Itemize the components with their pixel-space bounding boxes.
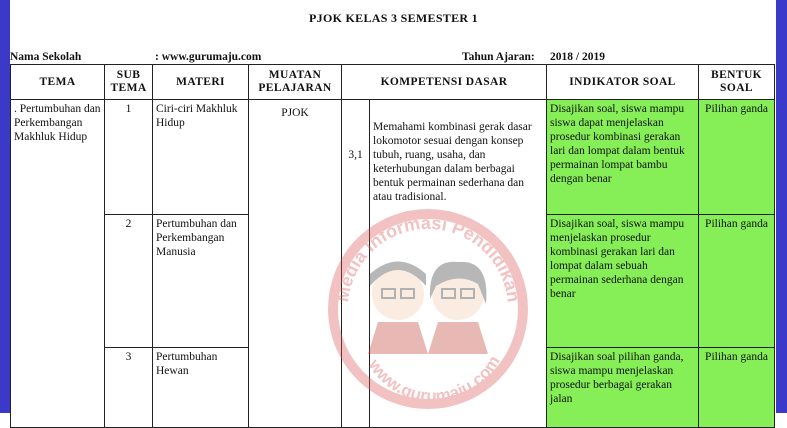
document-title: PJOK KELAS 3 SEMESTER 1 — [309, 11, 478, 25]
header-materi: MATERI — [153, 65, 249, 100]
bentuk-cell: Pilihan ganda — [699, 348, 775, 428]
header-muatan: MUATAN PELAJARAN — [249, 65, 342, 100]
watermark-arc-text: Media Informasi Pendidikan — [332, 212, 524, 304]
year-label: Tahun Ajaran: — [462, 51, 535, 63]
indikator-cell: Disajikan soal pilihan ganda, siswa mampu menjelaskan prosedur berbagai gerakan jalan — [547, 348, 699, 428]
school-value: : www.gurumaju.com — [155, 51, 262, 63]
tema-cell: . Pertumbuhan dan Perkembangan Makhluk Hidup — [11, 100, 105, 428]
watermark-site-text: www.gurumaju.com — [364, 352, 504, 406]
materi-cell: Pertumbuhan Hewan — [153, 348, 249, 428]
subtema-cell: 3 — [105, 348, 153, 428]
header-subtema: SUB TEMA — [105, 65, 153, 100]
header-kompetensi-dasar: KOMPETENSI DASAR — [342, 65, 547, 100]
header-indikator: INDIKATOR SOAL — [547, 65, 699, 100]
materi-cell: Pertumbuhan dan Perkembangan Manusia — [153, 215, 249, 348]
bentuk-cell: Pilihan ganda — [699, 215, 775, 348]
year-value: 2018 / 2019 — [550, 51, 605, 63]
subtema-cell: 1 — [105, 100, 153, 215]
bentuk-cell: Pilihan ganda — [699, 100, 775, 215]
materi-cell: Ciri-ciri Makhluk Hidup — [153, 100, 249, 215]
kisi-kisi-table — [10, 64, 775, 428]
indikator-cell: Disajikan soal, siswa mampu siswa dapat menjelaskan prosedur kombinasi gerakan lari dan lompat dalam bentuk permainan lompat bambu dengan benar — [547, 100, 699, 215]
table-row — [11, 100, 775, 215]
kd-text-cell: Memahami kombinasi gerak dasar lokomotor sesuai dengan konsep tubuh, ruang, usaha, dan keterhubungan dalam berbagai bentuk permainan sederhana dan atau tradisional. — [370, 100, 547, 428]
school-label: Nama Sekolah — [10, 51, 82, 63]
left-blue-border — [0, 0, 10, 413]
header-row — [11, 65, 775, 100]
subtema-cell: 2 — [105, 215, 153, 348]
header-tema: TEMA — [11, 65, 105, 100]
muatan-cell: PJOK — [249, 100, 342, 428]
indikator-cell: Disajikan soal, siswa mampu menjelaskan prosedur kombinasi gerakan lari dan lompat dalam sebuah permainan sederhana dengan benar — [547, 215, 699, 348]
header-bentuk: BENTUK SOAL — [699, 65, 775, 100]
right-blue-border — [776, 0, 787, 413]
kd-number-cell: 3,1 — [342, 100, 370, 428]
